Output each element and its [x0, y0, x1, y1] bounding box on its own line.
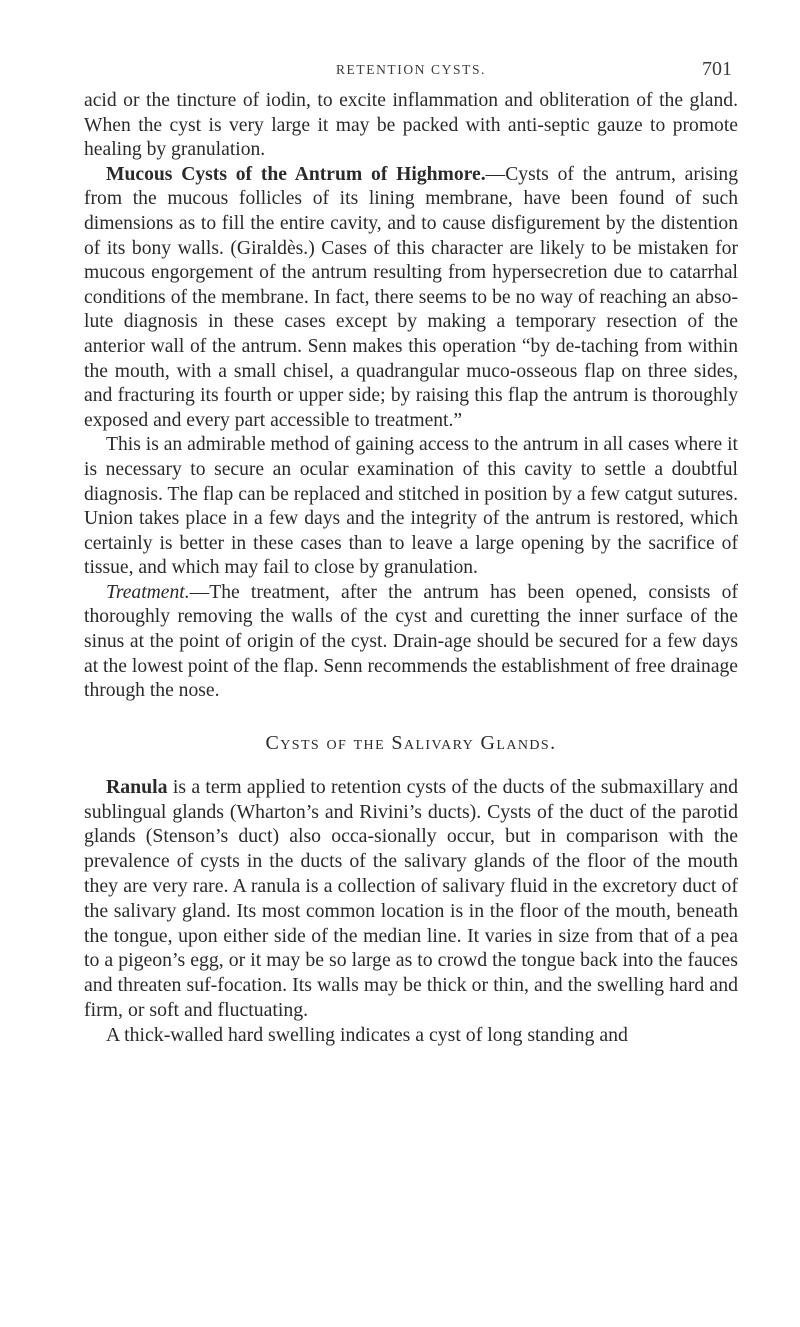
run-in-heading: Ranula	[106, 775, 168, 798]
paragraph-text: is a term applied to retention cysts of the ducts of the submaxillary and sublingual glands (Wharton’s and Rivini’s ducts). Cysts of the duct of the parotid glands (Stenson’s duct) also occa-sionally occur, but in comparison with the prevalence of cysts in the ducts of the salivary glands of the floor of the mouth they are very rare. A ranula is a collection of salivary fluid in the excretory duct of the salivary gland. Its most common location is in the floor of the mouth, beneath the tongue, upon either side of the median line. It varies in size from that of a pea to a pigeon’s egg, or it may be so large as to crowd the tongue back into the fauces and threaten suf-focation. Its walls may be thick or thin, and the swelling hard and firm, or soft and fluctuating.	[84, 775, 738, 1022]
paragraph	[84, 775, 738, 1023]
paragraph-text: —Cysts of the antrum, arising from the mucous follicles of its lining membrane, have been found of such dimensions as to fill the entire cavity, and to cause disfigurement by the distention of its bony walls. (Giraldès.) Cases of this character are likely to be mistaken for mucous engorgement of the antrum resulting from hypersecretion due to catarrhal conditions of the membrane. In fact, there seems to be no way of reaching an abso-lute diagnosis in these cases except by making a temporary resection of the anterior wall of the antrum. Senn makes this operation “by de-taching from within the mouth, with a small chisel, a quadrangular muco-osseous flap on three sides, and fracturing its fourth or upper side; by raising this flap the antrum is thoroughly exposed and every part accessible to treatment.”	[84, 163, 738, 431]
running-title: RETENTION CYSTS.	[335, 62, 487, 77]
book-page	[84, 58, 738, 1048]
paragraph	[84, 1023, 738, 1048]
section-heading: Cysts of the Salivary Glands.	[265, 731, 557, 754]
page-number: 701	[702, 58, 732, 80]
paragraph-text: A thick-walled hard swelling indicates a cyst of long standing and	[106, 1023, 628, 1046]
paragraph-text: acid or the tincture of iodin, to excite inflammation and obliteration of the gland. When the cyst is very large it may be packed with anti-septic gauze to promote healing by granulation.	[84, 90, 738, 161]
paragraph	[84, 89, 738, 163]
running-header	[84, 58, 738, 86]
paragraph	[84, 433, 738, 581]
paragraph-text: —The treatment, after the antrum has been opened, consists of thoroughly removing the walls of the cyst and curetting the inner surface of the sinus at the point of origin of the cyst. Drain-age should be secured for a few days at the lowest point of the flap. Senn recommends the establishment of free drainage through the nose.	[84, 581, 739, 702]
paragraph-text: This is an admirable method of gaining access to the antrum in all cases where it is necessary to secure an ocular examination of this cavity to settle a doubtful diagnosis. The flap can be replaced and stitched in position by a few catgut sutures. Union takes place in a few days and the integrity of the antrum is restored, which certainly is better in these cases than to leave a large opening by the sacrifice of tissue, and which may fail to close by granulation.	[84, 434, 738, 579]
section-body	[84, 775, 738, 1048]
paragraph	[84, 581, 738, 704]
run-in-heading: Mucous Cysts of the Antrum of Highmore.	[106, 163, 486, 185]
body-text	[84, 89, 738, 704]
paragraph	[84, 163, 738, 434]
run-in-heading: Treatment.	[106, 581, 190, 603]
